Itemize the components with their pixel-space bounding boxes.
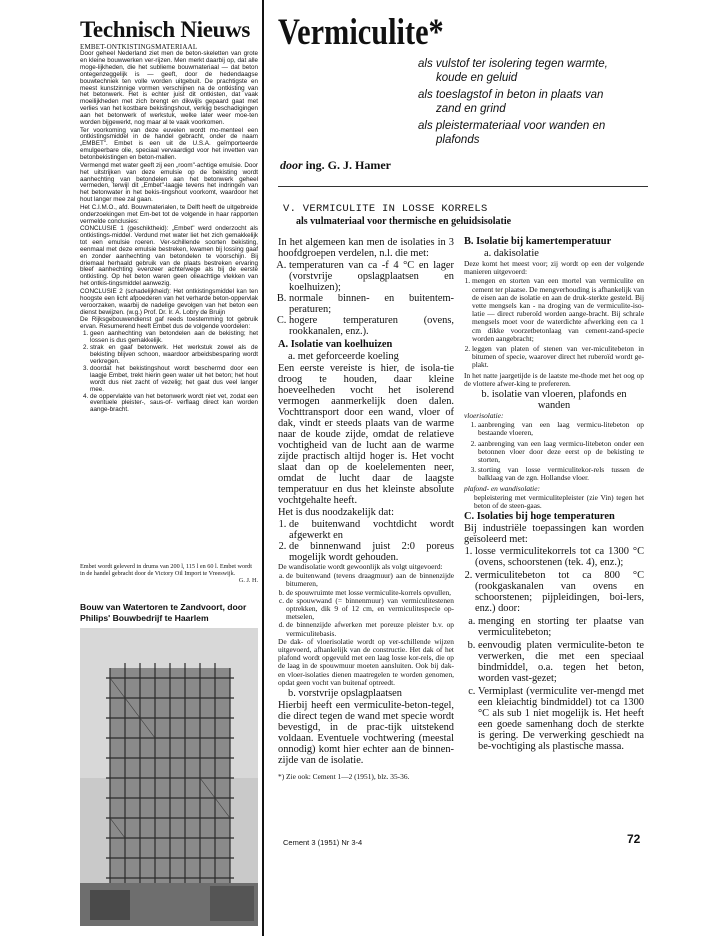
photo-caption: Bouw van Watertoren te Zandvoort, door Philips' Bouwbedrijf te Haarlem (80, 602, 247, 623)
list-item: c. de spouwwand (= binnenmuur) van vermiculitestenen optrekken, dik 9 of 12 cm, en vermiculitespecie op-metselen, (286, 597, 454, 622)
section-subtitle: als vulmateriaal voor thermische en geluidsisolatie (296, 216, 512, 227)
groups-list (278, 260, 454, 337)
article-title: Vermiculite* (278, 12, 444, 53)
paragraph: Het is dus noodzakelijk dat: (278, 507, 395, 518)
use-item: als pleistermateriaal voor wanden en plafonds (418, 120, 606, 146)
list-item: c. Vermiplast (vermiculite ver-mengd met een kleiachtig bindmiddel) tot ca 1300 °C als sub 1 niet mogelijk is. Het heeft een goede samenhang doch de sterkte is gering. De verwerking geschiedt na be-vochtiging als plastische massa. (478, 686, 644, 752)
heading-a: A. Isolatie van koelhuizen (278, 339, 393, 350)
news-paragraph: Vermengd met water geeft zij een „room"-achtige emulsie. Door het uitstrijken van deze emulsie op de bekisting wordt aanhechting van betondelen aan het betonwerk geheel vermeden, terwijl dit „Embet"-laagje tevens het indringen van het betonwater in het bekis-tingshout voorkomt, waardoor het hout langer mee zal gaan. (80, 161, 258, 204)
paragraph: Deze komt het meest voor; zij wordt op een der volgende manieren uitgevoerd: (464, 259, 644, 277)
vloer-block (464, 412, 644, 510)
paragraph: Een eerste vereiste is hier, de isola-tie droog te houden, daar kleine hoeveelheden vocht het isolerend vermogen aanmerkelijk doen dalen. Vochttransport door een wand, vloer of dak, vindt er steeds plaats van de warme naar de koude zijde, omdat de relatieve vochtigheid van de lucht aan de warme zijde practisch altijd hoger is. Het vocht slaat dan op de koelelementen neer, omdat de lucht daar de laagste temperatuur en dus het kleinste absolute vochtgehalte heeft. (278, 363, 454, 506)
article-column-right (464, 236, 644, 754)
heading-c: C. Isolaties bij hoge temperaturen (464, 511, 615, 523)
label: vloerisolatie: (464, 411, 504, 421)
list-item: 4. de oppervlakte van het betonwerk wordt niet vet, zodat een eventuele pleister-, saus-of- verflaag direct kan worden aange-bracht. (90, 394, 258, 415)
news-paragraph: CONCLUSIE 1 (geschiktheid): „Embet" werd onderzocht als ontkistings-middel. Verdund met water liet het zich gemakkelijk tot een emulsie roeren. Ver-schillende soorten bekisting, eenmaal met deze emulsie bestreken, kwamen bij lossing gaaf en zonder aanhechting van betondelen te voorschijn. Bij driemaal herhaald gebruik van de plaats bestreken ervaring bleef aanhechting evenzeer achterwege als bij de eerste ontkisting. Op het beton waren geen olieachtige vlekken van het ontkis-tingsmiddel aanwezig. (80, 225, 258, 288)
list-item: a. menging en storting ter plaatse van vermiculitebeton; (478, 616, 644, 638)
advantages-list (80, 331, 258, 414)
column-divider (262, 0, 264, 936)
list-item: 1. geen aanhechting van betondelen aan de bekisting; het lossen is dus gemakkelijk. (90, 331, 258, 345)
news-paragraph: Door geheel Nederland ziet men de beton-skeletten van grote en kleine bouwwerken ver-rijzen. Men merkt daarbij op, dat alle moge-lijkheden, die het sublieme bouwmateriaal — dat beton ontegenzeggelijk is — geeft, door de hedendaagse bouwtechniek ten volle worden uitgebuit. De prachtigste en meest kunstzinnige vormen verschijnen na de ontkisting van het betonwerk. Het is echter juist dit ontkisten, dat vaak moeilijkheden met zich brengt en dikwijls gepaard gaat met verlies van het kostbare bekistingshout, verkijg beschadigingen aan het betonwerk of werkstuk, welke later weer moe-ten worden bijgewerkt, nog maar al te vaak voorkomen. (80, 50, 258, 127)
author-line: door ing. G. J. Hamer (280, 158, 391, 172)
news-note (80, 563, 258, 584)
intro-paragraph: In het algemeen kan men de isolaties in 3 hoofdgroepen verdelen, n.l. die met: (278, 237, 454, 259)
paragraph: Hierbij heeft een vermiculite-beton-tegel, die direct tegen de wand met specie wordt bevestigd, in de prac-tijk uitstekend voldaan. Eventuele vochtwering (meestal onnodig) komt hier echter aan de binnen-zijde van de isolatie. (278, 700, 454, 767)
list-item: C. hogere temperaturen (ovens, rookkanalen, enz.). (289, 315, 454, 337)
journal-footer: Cement 3 (1951) Nr 3-4 (283, 838, 363, 847)
divider (278, 186, 648, 187)
use-item: als toeslagstof in beton in plaats van zand en grind (418, 89, 604, 115)
c-items (464, 546, 644, 614)
wand-block (278, 563, 454, 687)
list-item: A. temperaturen van ca -f 4 °C en lager (vorstvrije opslagplaatsen en koelhuizen); (289, 260, 454, 293)
label: plafond- en wandisolatie: (464, 483, 540, 493)
paragraph: Bij industriële toepassingen kan worden geïsoleerd met: (464, 523, 644, 546)
news-title: Technisch Nieuws (80, 17, 251, 42)
list-item: 1. aanbrenging van een laag vermicu-litebeton op bestaande vloeren, (478, 421, 644, 437)
news-paragraph: De Rijksgebouwendienst gaf reeds toestemming tot gebruik ervan. Resumerend heeft Embet dus de volgende voordelen: (80, 316, 258, 330)
signature: G. J. H. (238, 577, 258, 584)
subheading: a. dakisolatie (484, 248, 539, 259)
list-item: B. normale binnen- en buitentem-peraturen; (289, 293, 454, 315)
supplier-note: Embet wordt geleverd in drums van 200 l, 115 l en 60 l. Embet wordt in de handel gebracht door de Victory Oil Import te Vreeswijk. (80, 563, 252, 577)
dak-block (464, 260, 644, 388)
list-item: 1. losse vermiculitekorrels tot ca 1300 °C (ovens, schoorstenen (tek. 4), enz.); (475, 546, 644, 568)
news-body (80, 51, 258, 414)
list-item: 2. strak en gaaf betonwerk. Het werkstuk zowel als de bekisting blijven schoon, waardoor arbeidsbesparing wordt verkregen. (90, 345, 258, 366)
list-item: 1. mengen en storten van een mortel van vermiculite en cement ter plaatse. De mengverhouding is afhankelijk van de eisen aan de isolatie en aan de druk-sterkte gesteld. Bij vette mengsels kan - na droging van de vermiculite-iso-latie — direct ruberoïd worden aange-bracht. Bij schrale mengsels moet voor de waterdichte afwerking een ca 1 cm dikke voorzetbetonlaag van cement-zand-specie worden aangebracht; (472, 277, 644, 343)
section-title: V. VERMICULITE IN LOSSE KORRELS (283, 203, 488, 215)
wand-steps (278, 572, 454, 638)
list-item: 2. leggen van platen of stenen van ver-miculitebeton in bitumen of specie, waarover direct het ruberoïd wordt ge-plakt. (472, 345, 644, 370)
paragraph: In het natte jaargetijde is de laatste me-thode met het oog op de vlottere afwer-king te prefereren. (464, 370, 644, 388)
news-paragraph: Ter voorkoming van deze euvelen wordt mo-menteel een ontkistingsmiddel in de handel gebracht, onder de naam „EMBET". Embet is een uit de U.S.A. geïmporteerde emulgeerbare olie, speciaal vervaardigd voor het invetten van betonbekistingen en beton-mallen. (80, 126, 258, 162)
needs-list (278, 519, 454, 563)
article-column-left (278, 237, 454, 783)
list-item: 2. de binnenwand juist 2:0 poreus mogelijk wordt gehouden. (289, 541, 454, 563)
paragraph: De wandisolatie wordt gewoonlijk als volgt uitgevoerd: (278, 562, 443, 571)
dak-items (464, 277, 644, 369)
list-item: 3. doordat het bekistingshout wordt beschermd door een laagje Embet, trekt hierin geen water uit het beton; het hout wordt dus niet zacht of vezelig; het gaat dus veel langer mee. (90, 366, 258, 394)
subheading: b. isolatie van vloeren, plafonds en wanden (481, 389, 627, 412)
page-number: 72 (627, 832, 641, 846)
list-item: 2. vermiculitebeton tot ca 800 °C (rookgaskanalen van ovens en schoorstenen; pijpleidingen, boi-lers, enz.) door: (475, 570, 644, 614)
list-item: a. de buitenwand (tevens draagmuur) aan de binnenzijde bitumeren, (286, 572, 454, 588)
list-item: 2. aanbrenging van een laag vermicu-litebeton onder een betonnen vloer door deze eerst op de bekisting te storten, (478, 440, 644, 465)
paragraph: De dak- of vloerisolatie wordt op ver-schillende wijzen uitgevoerd, afhankelijk van de constructie. Het dak of het plafond wordt opgevuld met een laag losse kor-rels, die op de laag in de spouwmuur moeten aansluiten. Ook bij dak- en vloer-isolaties dienen maatregelen te worden genomen, opdat geen vocht van buitenaf optreedt. (278, 636, 454, 687)
list-item: b. de spouwruimte met losse vermiculite-korrels opvullen, (286, 589, 454, 597)
news-subtitle: EMBET-ONTKISTINGSMATERIAAL (80, 43, 198, 51)
paragraph: bepleistering met vermiculitepleister (zie Vin) tegen het beton of de steen-gaas. (474, 492, 644, 511)
list-item: b. eenvoudig platen vermiculite-beton te verwerken, die met een speciaal bindmiddel, o.a. tegen het beton, worden vast-gezet; (478, 640, 644, 684)
vloer-items (464, 421, 644, 482)
list-item: 1. de buitenwand vochtdicht wordt afgewerkt en (289, 519, 454, 541)
list-item: d. de binnenzijde afwerken met poreuze pleister b.v. op vermiculitebasis. (286, 621, 454, 637)
news-paragraph: Het C.I.M.O., afd. Bouwmaterialen, te Delft heeft de uitgebreide onderzoekingen met Em-bet tot de volgende in haar rapporten vermelde conclusies: (80, 203, 258, 225)
heading-b: B. Isolatie bij kamertemperatuur (464, 236, 612, 247)
footnote: *) Zie ook: Cement 1—2 (1951), blz. 35-36. (278, 772, 410, 782)
uses-list (418, 58, 668, 152)
c-subitems (464, 616, 644, 752)
water-tower-photo (80, 628, 258, 926)
subheading: a. met geforceerde koeling (288, 351, 399, 362)
use-item: als vulstof ter isolering tegen warmte, koude en geluid (418, 58, 608, 84)
list-item: 3. storting van losse vermiculitekor-rels tussen de balklaag van de zgn. Hollandse vloer. (478, 466, 644, 482)
news-paragraph: CONCLUSIE 2 (schadelijkheid): Het ontkistingsmiddel kan ten hoogste een licht afpoederen van het verharde beton-oppervlak veroorzaken, waarbij de nadelige gevolgen van het beton een dienst bewijzen. (w.g.) Prof. Dr. Ir. A. Lobry de Bruijn (80, 287, 258, 316)
subheading: b. vorstvrije opslagplaatsen (288, 688, 402, 700)
